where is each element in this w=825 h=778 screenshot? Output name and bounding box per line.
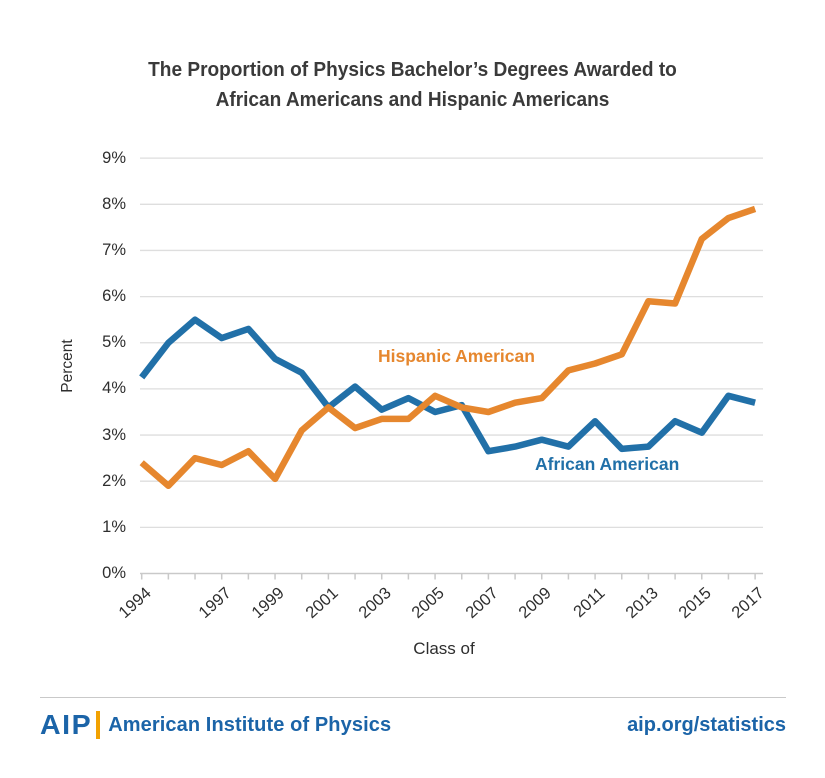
series-line-african-american: [142, 320, 755, 452]
x-tick-label: 2017: [728, 584, 769, 622]
y-tick-label: 8%: [102, 193, 126, 213]
y-axis-title: Percent: [59, 339, 76, 393]
y-tick-label: 2%: [102, 470, 126, 490]
logo-gold-bar: [96, 711, 100, 739]
y-tick-label: 4%: [102, 378, 126, 398]
x-tick-label: 2009: [515, 584, 555, 622]
chart-title-line1: The Proportion of Physics Bachelor’s Degrees Awarded to: [148, 58, 677, 81]
x-tick-label: 2015: [675, 584, 715, 622]
x-tick-label: 1999: [248, 584, 289, 622]
stats-url: aip.org/statistics: [627, 714, 786, 736]
x-tick-label: 2007: [462, 584, 502, 622]
y-tick-label: 1%: [102, 516, 126, 536]
y-tick-label: 9%: [102, 147, 126, 167]
x-tick-label: 2003: [355, 584, 395, 622]
y-tick-label: 3%: [102, 424, 126, 444]
y-tick-label: 0%: [102, 563, 126, 582]
y-tick-label: 7%: [102, 239, 126, 259]
series-label-hispanic-american: Hispanic American: [378, 346, 535, 366]
footer-divider: [40, 697, 786, 698]
chart-title-line2: African Americans and Hispanic Americans: [215, 88, 610, 111]
aip-logo: AIP: [40, 709, 93, 740]
x-tick-label: 2005: [408, 584, 449, 622]
x-tick-label: 2011: [569, 584, 609, 622]
x-tick-label: 2001: [302, 584, 342, 622]
y-tick-label: 6%: [102, 286, 126, 306]
y-tick-label: 5%: [102, 332, 126, 352]
aip-brand: [40, 711, 391, 739]
x-tick-label: 1994: [115, 584, 155, 622]
series-label-african-american: African American: [535, 454, 680, 474]
x-tick-label: 1997: [195, 584, 235, 622]
org-name: American Institute of Physics: [108, 713, 392, 736]
x-axis-title: Class of: [413, 639, 475, 658]
x-tick-label: 2013: [622, 584, 662, 622]
